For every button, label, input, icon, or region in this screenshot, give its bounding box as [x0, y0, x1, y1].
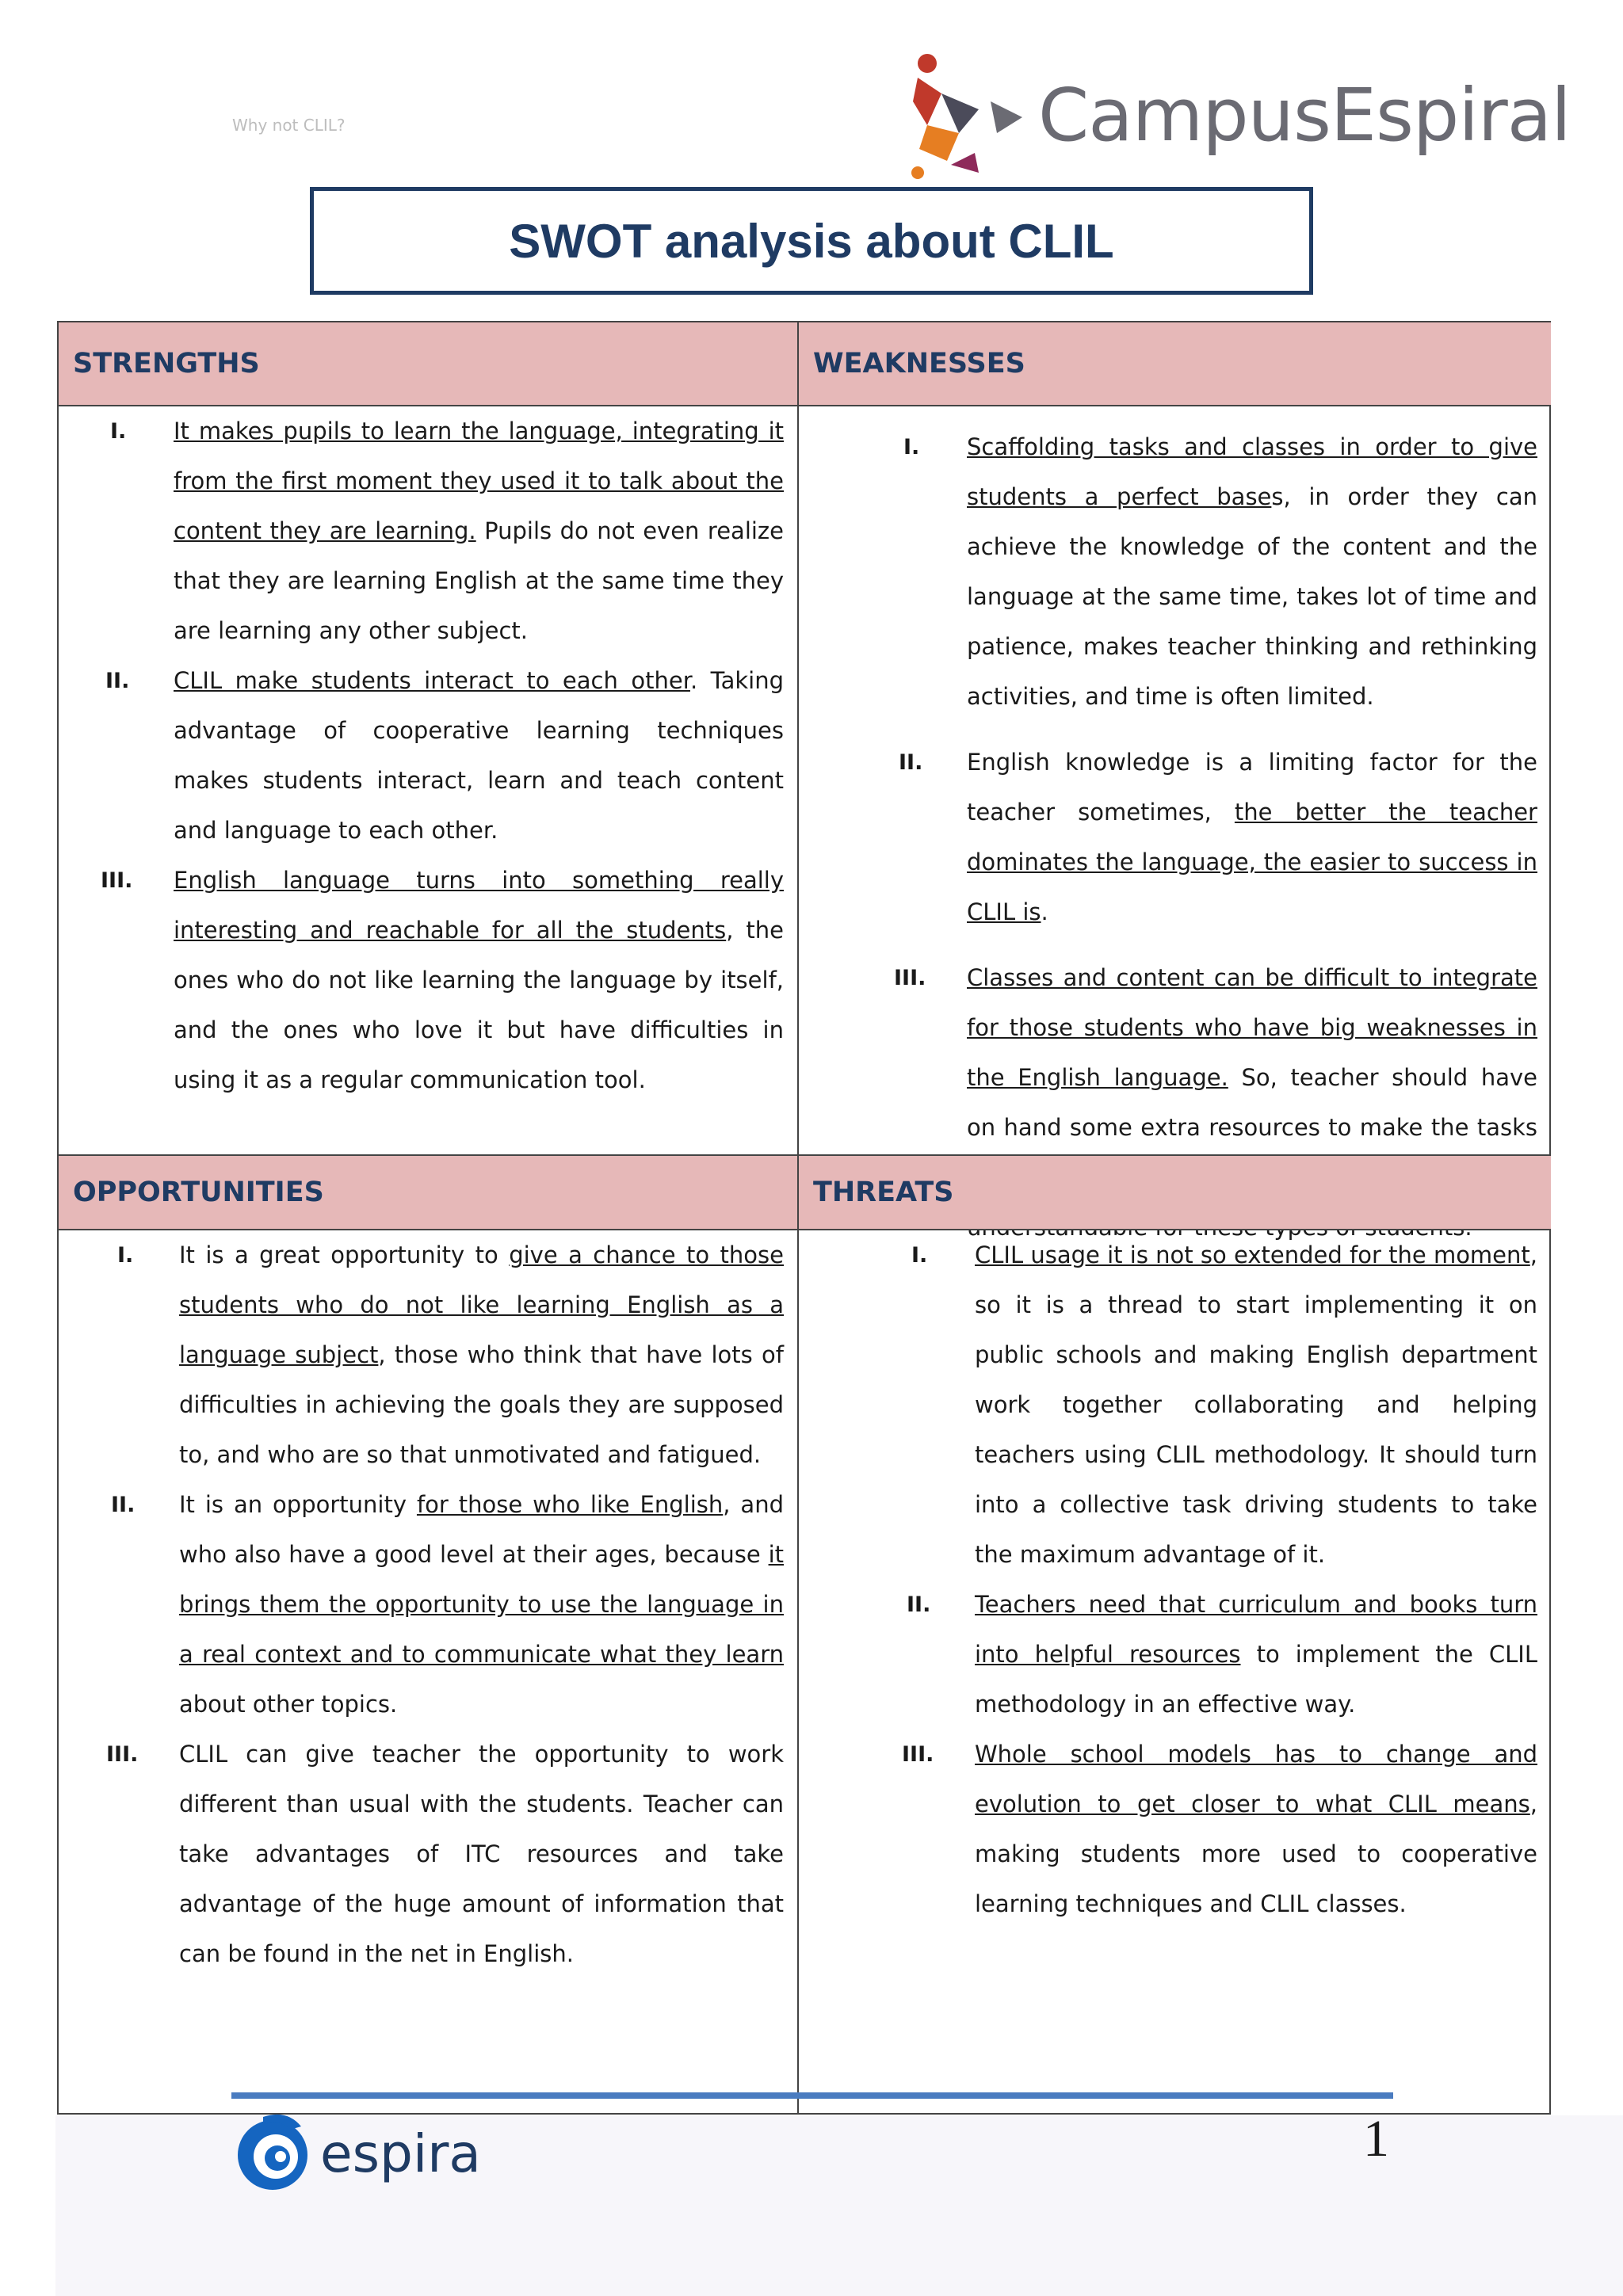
opportunities-heading: OPPORTUNITIES	[59, 1156, 797, 1229]
item-number: I.	[911, 1243, 928, 1268]
item-underlined: Whole school models has to change and evolution to get closer to what CLIL means	[975, 1741, 1537, 1817]
item-underlined: Scaffolding tasks and classes in order to give students a perfect base	[967, 433, 1537, 510]
opportunities-item-3	[106, 1730, 784, 1979]
spiral-figure-icon	[903, 46, 1030, 189]
item-underlined: CLIL make students interact to each other	[174, 667, 690, 694]
weaknesses-heading: WEAKNESSES	[799, 322, 1551, 405]
item-number: II.	[111, 1493, 136, 1517]
item-underlined: it brings them the opportunity to use the language in a real context and to communicate what they learn	[179, 1541, 784, 1668]
item-text: , so it is a thread to start implementing it on public schools and making English department work together collaborating and helping teachers using CLIL methodology. It should turn into a collective task driving students to take the maximum advantage of it.	[975, 1241, 1537, 1568]
item-text: It is an opportunity	[179, 1491, 417, 1518]
strengths-cell	[59, 406, 797, 1105]
threats-item-1	[911, 1230, 1537, 1580]
threats-item-2	[907, 1580, 1537, 1730]
weaknesses-cell	[799, 406, 1551, 1253]
header-note: Why not CLIL?	[232, 116, 346, 135]
item-underlined: the better the teacher dominates the language, the easier to success in CLIL is	[967, 799, 1537, 925]
item-underlined: It makes pupils to learn the language, integrating it from the first moment they used it to talk about the content they are learning.	[174, 418, 784, 544]
item-text: , and who also have a good level at their ages, because	[179, 1491, 784, 1568]
strengths-item-1	[110, 406, 784, 656]
footer-line	[231, 2092, 1393, 2099]
item-text: So, teacher should have on hand some extra resources to make the tasks	[967, 1064, 1538, 1141]
espira-logo	[231, 2109, 485, 2196]
title-box	[310, 187, 1313, 295]
item-text: , those who think that have lots of difficulties in achieving the goals they are supposed to, and who are so that unmotivated and fatigued.	[179, 1341, 784, 1468]
item-underlined: CLIL usage it is not so extended for the moment	[975, 1241, 1530, 1268]
weaknesses-item-1	[903, 422, 1537, 722]
item-underlined: give a chance to those students who do not like learning English as a language subject	[179, 1241, 784, 1368]
item-number: II.	[105, 669, 130, 693]
page-title: SWOT analysis about CLIL	[509, 214, 1114, 268]
strengths-item-3	[101, 856, 784, 1105]
item-number: III.	[106, 1742, 139, 1767]
weaknesses-item-2	[899, 738, 1537, 937]
item-text: s, in order they can achieve the knowledge of the content and the language at the same time, takes lot of time and patience, makes teacher thinking and rethinking activities, and time is often limited.	[967, 483, 1537, 710]
item-text: It is a great opportunity to	[179, 1241, 510, 1268]
item-number: I.	[110, 419, 127, 444]
item-underlined: Teachers need that curriculum and books turn into helpful resources	[975, 1591, 1537, 1668]
item-number: II.	[907, 1592, 931, 1617]
item-text: to implement the CLIL methodology in an effective way.	[975, 1641, 1537, 1718]
item-number: III.	[902, 1742, 934, 1767]
strengths-item-2	[105, 656, 785, 856]
page-number: 1	[1363, 2110, 1389, 2168]
item-number: III.	[101, 868, 133, 893]
item-text: English knowledge is a limiting factor for the teacher sometimes,	[967, 749, 1537, 826]
opportunities-item-2	[111, 1480, 784, 1730]
item-underlined: for those who like English	[416, 1491, 724, 1518]
footer-logo-text: espira	[320, 2123, 481, 2184]
item-underlined: Classes and content can be difficult to integrate for those students who have big weaknesses in the English language.	[967, 964, 1537, 1091]
logo-text: CampusEspiral	[1038, 73, 1571, 158]
item-number: II.	[899, 750, 923, 775]
item-number: III.	[894, 966, 926, 990]
item-text: CLIL can give teacher the opportunity to work different than usual with the students. Teacher can take advantages of ITC resources and take advantage of the huge amount of information that can be found in the net in English.	[179, 1741, 784, 1967]
item-number: I.	[117, 1243, 134, 1268]
threats-item-3	[902, 1730, 1537, 1929]
item-text: , making students more used to cooperative learning techniques and CLIL classes.	[975, 1791, 1537, 1917]
opportunities-cell	[59, 1230, 797, 1979]
item-underlined: English language turns into something really interesting and reachable for all the students	[174, 867, 784, 944]
item-text: Pupils do not even realize that they are learning English at the same time they are learning any other subject.	[174, 517, 784, 644]
item-text: , the ones who do not like learning the language by itself, and the ones who love it but have difficulties in using it as a regular communication tool.	[174, 917, 784, 1093]
item-text: about other topics.	[179, 1691, 398, 1718]
espira-swirl-icon	[231, 2109, 319, 2196]
item-text: .	[1041, 898, 1048, 925]
item-number: I.	[903, 435, 920, 460]
opportunities-item-1	[117, 1230, 784, 1480]
threats-cell	[799, 1230, 1551, 1929]
threats-heading: THREATS	[799, 1156, 1551, 1229]
strengths-heading: STRENGTHS	[59, 322, 797, 405]
swot-table	[57, 321, 1551, 2115]
item-text: . Taking advantage of cooperative learning techniques makes students interact, learn and teach content and language to each other.	[174, 667, 785, 844]
campus-espiral-logo	[903, 46, 1571, 189]
